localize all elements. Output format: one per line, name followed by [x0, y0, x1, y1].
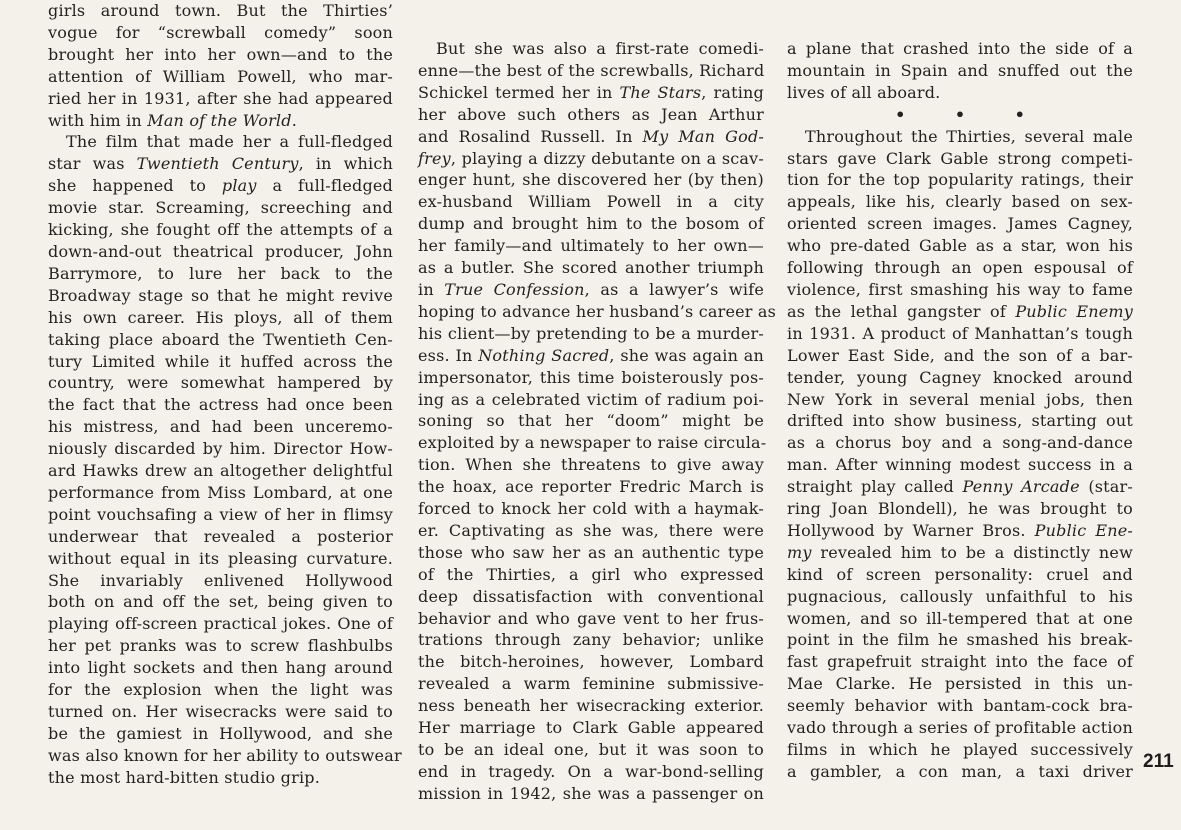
text-segment: Nothing Sacred	[478, 345, 610, 365]
text-line: tion. When she threatens to give away	[418, 455, 764, 475]
text-line: Broadway stage so that he might revive	[48, 285, 393, 305]
text-line: revealed a warm feminine submissive-	[418, 674, 764, 694]
text-line: oriented screen images. James Cagney,	[787, 214, 1133, 234]
text-line: country, were somewhat hampered by	[48, 373, 393, 393]
text-line	[418, 148, 764, 170]
text-line: ing as a celebrated victim of radium poi-	[418, 389, 764, 409]
text-line: be the gamiest in Hollywood, and she	[48, 723, 393, 743]
text-line: as a chorus boy and a song-and-dance	[787, 433, 1133, 453]
text-line: taking place aboard the Twentieth Cen-	[48, 329, 393, 349]
text-line: the most hard-bitten studio grip.	[48, 767, 320, 787]
text-line: turned on. Her wisecracks were said to	[48, 702, 393, 721]
text-line: ard Hawks drew an altogether delightful	[48, 461, 393, 481]
text-line	[418, 126, 764, 148]
text-line: ring Joan Blondell), he was brought to	[787, 499, 1133, 519]
text-line: films in which he played successively	[787, 740, 1133, 759]
text-segment: Man of the World	[147, 110, 292, 130]
text-line: those who saw her as an authentic type	[418, 542, 764, 562]
text-line: lives of all aboard.	[787, 82, 941, 102]
text-line: Lower East Side, and the son of a bar-	[787, 345, 1133, 365]
page-number: 211	[1143, 751, 1174, 772]
text-line: women, and so ill-tempered that at one	[787, 608, 1133, 628]
text-line: She invariably enlivened Hollywood	[48, 570, 393, 590]
text-line	[48, 175, 393, 197]
text-segment: frey	[418, 148, 451, 168]
text-segment: Public Enemy	[1015, 301, 1133, 321]
text-line: appeals, like his, clearly based on sex-	[787, 192, 1133, 212]
text-line: soning so that her “doom” might be	[418, 411, 764, 431]
text-segment: play	[221, 176, 257, 196]
text-line: brought her into her own—and to the	[48, 44, 393, 64]
text-segment: The Stars	[619, 82, 702, 102]
text-column-2	[418, 38, 777, 805]
text-line: ness beneath her wisecracking exterior.	[418, 696, 764, 716]
text-line: fast grapefruit straight into the face of	[787, 652, 1133, 672]
text-line: was also known for her ability to outswear	[48, 745, 402, 765]
text-line	[787, 520, 1133, 542]
text-line: performance from Miss Lombard, at one	[48, 482, 393, 502]
text-line: kicking, she fought off the attempts of a	[48, 220, 393, 240]
text-line: Mae Clarke. He persisted in this un-	[787, 674, 1133, 694]
text-line: kind of screen personality: cruel and	[787, 564, 1133, 584]
text-line: to be an ideal one, but it was soon to	[418, 740, 764, 759]
text-segment: Public Ene-	[1034, 520, 1134, 540]
text-line: niously discarded by him. Director How-	[48, 439, 393, 459]
text-line	[418, 82, 764, 104]
text-line: movie star. Screaming, screeching and	[48, 198, 393, 218]
text-line: his client—by pretending to be a murder-	[418, 323, 764, 343]
text-line	[787, 476, 1133, 498]
text-line: into light sockets and then hang around	[48, 658, 393, 678]
text-segment: straight play called	[787, 477, 963, 497]
text-line: point vouchsafing a view of her in flimsy	[48, 504, 393, 524]
text-line: forced to knock her cold with a haymak-	[418, 499, 764, 519]
text-line: Throughout the Thirties, several male	[805, 126, 1133, 146]
text-segment: True Confession	[444, 279, 585, 299]
text-line: tion for the top popularity ratings, their	[787, 170, 1133, 190]
text-segment: , rating	[701, 82, 765, 102]
text-line: the bitch-heroines, however, Lombard	[418, 652, 764, 672]
text-line: down-and-out theatrical producer, John	[48, 241, 393, 261]
text-line: of the Thirties, a girl who expressed	[418, 564, 764, 584]
text-line	[418, 345, 764, 367]
text-line: following through an open espousal of	[787, 258, 1133, 278]
text-line: drifted into show business, starting out	[787, 411, 1133, 431]
text-line: the fact that the actress had once been	[48, 395, 393, 415]
text-line	[418, 279, 764, 301]
text-segment: Schickel termed her in	[418, 82, 620, 102]
text-line: But she was also a first-rate comedi-	[436, 39, 764, 58]
text-line: underwear that revealed a posterior	[48, 526, 393, 546]
text-line: enne—the best of the screwballs, Richard	[418, 60, 765, 80]
text-line: ex-husband William Powell in a city	[418, 192, 764, 212]
text-line: tender, young Cagney knocked around	[787, 367, 1133, 387]
text-column-1	[48, 0, 402, 789]
text-line: violence, first smashing his way to fame	[787, 279, 1133, 299]
text-line: deep dissatisfaction with conventional	[418, 586, 764, 606]
text-line: in 1931. A product of Manhattan’s tough	[787, 323, 1133, 343]
text-segment: , as a lawyer’s wife	[584, 279, 764, 299]
text-line: ried her in 1931, after she had appeared	[48, 88, 393, 108]
text-line: her above such others as Jean Arthur	[418, 104, 764, 124]
text-line: attention of William Powell, who mar-	[48, 66, 393, 86]
text-line: tury Limited while it huffed across the	[48, 351, 393, 371]
text-line	[787, 301, 1133, 323]
text-line: Her marriage to Clark Gable appeared	[418, 718, 764, 738]
text-line: New York in several menial jobs, then	[787, 389, 1133, 409]
text-line: as a butler. She scored another triumph	[418, 258, 764, 278]
text-line: hoping to advance her husband’s career as	[418, 301, 777, 321]
text-line: man. After winning modest success in a	[787, 455, 1133, 475]
text-line: The film that made her a full-fledged	[66, 132, 393, 152]
text-segment: , in which	[298, 154, 393, 174]
text-line: impersonator, this time boisterously pos-	[418, 367, 764, 387]
text-line: her family—and ultimately to her own—	[418, 236, 764, 256]
text-line: his own career. His ploys, all of them	[48, 307, 393, 327]
text-line: without equal in its pleasing curvature.	[48, 548, 393, 568]
text-line: pugnacious, callously unfaithful to his	[787, 586, 1133, 606]
text-segment: star was	[48, 154, 137, 174]
text-line: exploited by a newspaper to raise circula-	[418, 433, 767, 453]
text-line: a plane that crashed into the side of a	[787, 39, 1133, 58]
text-segment: she happened to	[48, 176, 222, 196]
text-line: both on and off the set, being given to	[48, 592, 393, 612]
text-line: vado through a series of profitable action	[787, 718, 1133, 738]
text-segment: .	[291, 110, 297, 130]
text-line: vogue for “screwball comedy” soon	[48, 22, 393, 42]
text-segment: a full-fledged	[256, 176, 393, 196]
text-segment: (star-	[1079, 477, 1133, 497]
text-line	[48, 110, 393, 132]
text-line: point in the film he smashed his break-	[787, 630, 1133, 650]
text-line: her pet pranks was to screw flashbulbs	[48, 636, 393, 656]
text-segment: my	[787, 542, 812, 562]
text-line: who pre-dated Gable as a star, won his	[787, 236, 1133, 256]
text-segment: My Man God-	[642, 126, 764, 146]
text-segment: Hollywood by Warner Bros.	[787, 520, 1035, 540]
text-segment: revealed him to be a distinctly new	[811, 542, 1133, 562]
text-segment: ess. In	[418, 345, 479, 365]
text-line: mission in 1942, she was a passenger on	[418, 783, 764, 803]
text-line: the hoax, ace reporter Fredric March is	[418, 477, 764, 497]
text-line: a gambler, a con man, a taxi driver	[787, 761, 1133, 781]
text-line: dump and brought him to the bosom of	[418, 214, 764, 234]
text-column-3	[787, 38, 1133, 783]
text-line: for the explosion when the light was	[48, 680, 393, 700]
text-line	[787, 542, 1133, 564]
text-line: playing off-screen practical jokes. One of	[48, 614, 393, 634]
text-segment: as the lethal gangster of	[787, 301, 1016, 321]
text-segment: , playing a dizzy debutante on a scav-	[450, 148, 764, 168]
text-segment: with him in	[48, 110, 148, 130]
text-segment: and Rosalind Russell. In	[418, 126, 643, 146]
text-line: stars gave Clark Gable strong competi-	[787, 148, 1133, 168]
text-segment: Twentieth Century	[136, 154, 299, 174]
text-segment: in	[418, 279, 445, 299]
text-line: er. Captivating as she was, there were	[418, 520, 764, 540]
text-line: enger hunt, she discovered her (by then)	[418, 170, 764, 190]
text-line: his mistress, and had been unceremo-	[48, 417, 393, 437]
text-line: seemly behavior with bantam-cock bra-	[787, 696, 1133, 716]
text-segment: , she was again an	[609, 345, 765, 365]
text-line: Barrymore, to lure her back to the	[48, 263, 393, 283]
text-line: end in tragedy. On a war-bond-selling	[418, 761, 764, 781]
section-break-dots: • • •	[895, 104, 1047, 124]
text-line: mountain in Spain and snuffed out the	[787, 60, 1133, 80]
text-line	[48, 153, 393, 175]
text-line: girls around town. But the Thirties’	[48, 1, 393, 20]
text-line: behavior and who gave vent to her frus-	[418, 608, 764, 628]
text-segment: Penny Arcade	[962, 477, 1080, 497]
text-line: trations through zany behavior; unlike	[418, 630, 764, 650]
